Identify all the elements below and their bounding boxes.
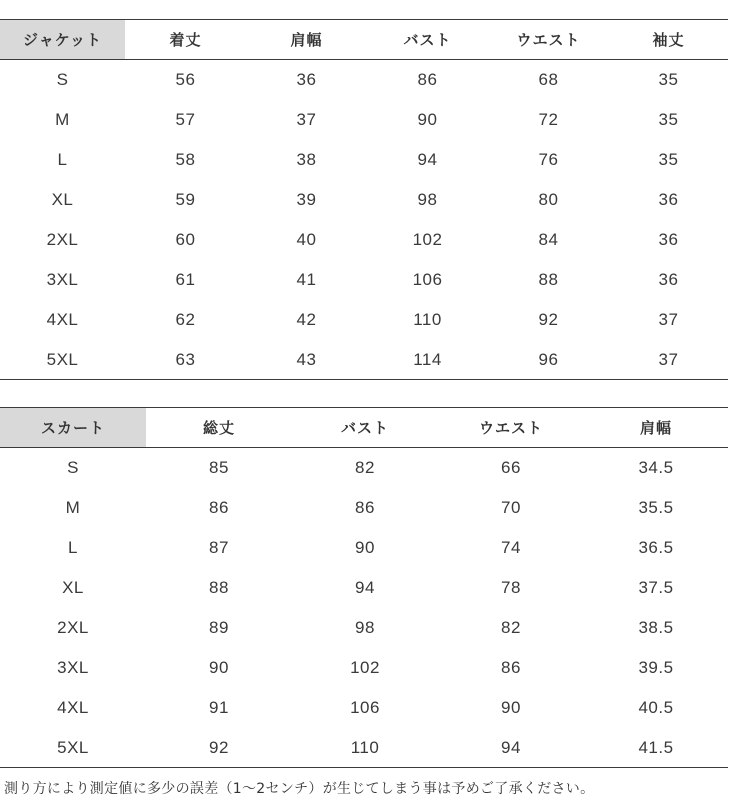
table-cell: 72 xyxy=(538,110,559,129)
skirt-header-bust: バスト xyxy=(292,408,438,448)
table-cell: 114 xyxy=(413,350,442,369)
table-cell: 90 xyxy=(417,110,438,129)
skirt-header-waist: ウエスト xyxy=(438,408,584,448)
table-cell: 82 xyxy=(355,458,375,477)
table-cell: 41 xyxy=(296,270,317,289)
table-cell: 36 xyxy=(658,190,679,209)
jacket-header-sleeve: 袖丈 xyxy=(609,20,728,60)
table-cell: 34.5 xyxy=(638,458,674,477)
table-cell: 3XL xyxy=(57,658,89,677)
table-cell: 39.5 xyxy=(638,658,674,677)
table-cell: 38 xyxy=(296,150,317,169)
table-cell: 61 xyxy=(175,270,196,289)
table-cell: 92 xyxy=(538,310,559,329)
table-cell: 2XL xyxy=(57,618,89,637)
table-cell: 36 xyxy=(658,230,679,249)
table-cell: 87 xyxy=(209,538,229,557)
table-cell: 98 xyxy=(355,618,375,637)
table-cell: L xyxy=(57,150,68,169)
table-cell: 96 xyxy=(538,350,559,369)
table-cell: 88 xyxy=(538,270,559,289)
table-cell: 37 xyxy=(296,110,317,129)
table-cell: 35 xyxy=(658,150,679,169)
table-cell: 2XL xyxy=(46,230,79,249)
table-cell: 66 xyxy=(501,458,521,477)
table-cell: 70 xyxy=(501,498,521,517)
table-cell: 59 xyxy=(175,190,196,209)
jacket-header-waist: ウエスト xyxy=(488,20,609,60)
table-cell: 89 xyxy=(209,618,229,637)
table-cell: 94 xyxy=(355,578,375,597)
table-cell: 39 xyxy=(296,190,317,209)
jacket-header-bust: バスト xyxy=(367,20,488,60)
table-cell: 3XL xyxy=(46,270,79,289)
table-cell: 88 xyxy=(209,578,229,597)
table-cell: 41.5 xyxy=(638,738,674,757)
table-cell: 35 xyxy=(658,110,679,129)
skirt-header-shoulder: 肩幅 xyxy=(584,408,728,448)
table-cell: 110 xyxy=(350,738,380,757)
table-cell: 37 xyxy=(658,310,679,329)
table-cell: 38.5 xyxy=(638,618,674,637)
jacket-size-table xyxy=(0,19,728,380)
skirt-size-table xyxy=(0,407,728,768)
table-cell: 37.5 xyxy=(638,578,674,597)
table-cell: 85 xyxy=(209,458,229,477)
table-cell: 43 xyxy=(296,350,317,369)
table-cell: 80 xyxy=(538,190,559,209)
table-cell: 35.5 xyxy=(638,498,674,517)
table-cell: 56 xyxy=(175,70,196,89)
table-cell: 90 xyxy=(355,538,375,557)
skirt-header-label: スカート xyxy=(0,408,146,448)
table-cell: 78 xyxy=(501,578,521,597)
table-cell: 76 xyxy=(538,150,559,169)
table-cell: XL xyxy=(62,578,84,597)
table-cell: 35 xyxy=(658,70,679,89)
table-cell: 84 xyxy=(538,230,559,249)
table-cell: S xyxy=(56,70,69,89)
table-cell: M xyxy=(55,110,70,129)
table-cell: 106 xyxy=(350,698,380,717)
table-cell: 5XL xyxy=(46,350,79,369)
table-cell: L xyxy=(68,538,78,557)
table-cell: 36 xyxy=(658,270,679,289)
table-cell: 36.5 xyxy=(638,538,674,557)
table-cell: 40 xyxy=(296,230,317,249)
table-cell: 74 xyxy=(501,538,521,557)
table-cell: 86 xyxy=(355,498,375,517)
table-cell: 40.5 xyxy=(638,698,674,717)
table-cell: 42 xyxy=(296,310,317,329)
table-cell: 86 xyxy=(501,658,521,677)
table-cell: 110 xyxy=(413,310,442,329)
table-cell: 60 xyxy=(175,230,196,249)
table-cell: 57 xyxy=(175,110,196,129)
table-cell: 82 xyxy=(501,618,521,637)
table-cell: 5XL xyxy=(57,738,89,757)
table-cell: 94 xyxy=(417,150,438,169)
table-cell: 98 xyxy=(417,190,438,209)
jacket-header-length: 着丈 xyxy=(125,20,246,60)
table-cell: 86 xyxy=(209,498,229,517)
table-cell: M xyxy=(65,498,81,517)
table-cell: 106 xyxy=(412,270,443,289)
skirt-header-total-length: 総丈 xyxy=(146,408,292,448)
table-cell: 37 xyxy=(658,350,679,369)
table-cell: 92 xyxy=(209,738,229,757)
table-cell: S xyxy=(67,458,79,477)
table-cell: 91 xyxy=(209,698,229,717)
table-cell: 4XL xyxy=(57,698,89,717)
jacket-header-label: ジャケット xyxy=(0,20,125,60)
table-cell: 102 xyxy=(412,230,443,249)
table-cell: 86 xyxy=(417,70,438,89)
table-cell: 58 xyxy=(175,150,196,169)
table-cell: 62 xyxy=(175,310,196,329)
table-cell: 68 xyxy=(538,70,559,89)
measurement-note: 測り方により測定値に多少の誤差（1～2センチ）が生じてしまう事は予めご了承ください。 xyxy=(4,781,595,797)
table-cell: 90 xyxy=(209,658,229,677)
table-cell: 94 xyxy=(501,738,521,757)
table-cell: 102 xyxy=(350,658,380,677)
table-cell: 4XL xyxy=(46,310,79,329)
table-cell: XL xyxy=(51,190,74,209)
table-cell: 36 xyxy=(296,70,317,89)
table-cell: 63 xyxy=(175,350,196,369)
jacket-header-shoulder: 肩幅 xyxy=(246,20,367,60)
table-cell: 90 xyxy=(501,698,521,717)
